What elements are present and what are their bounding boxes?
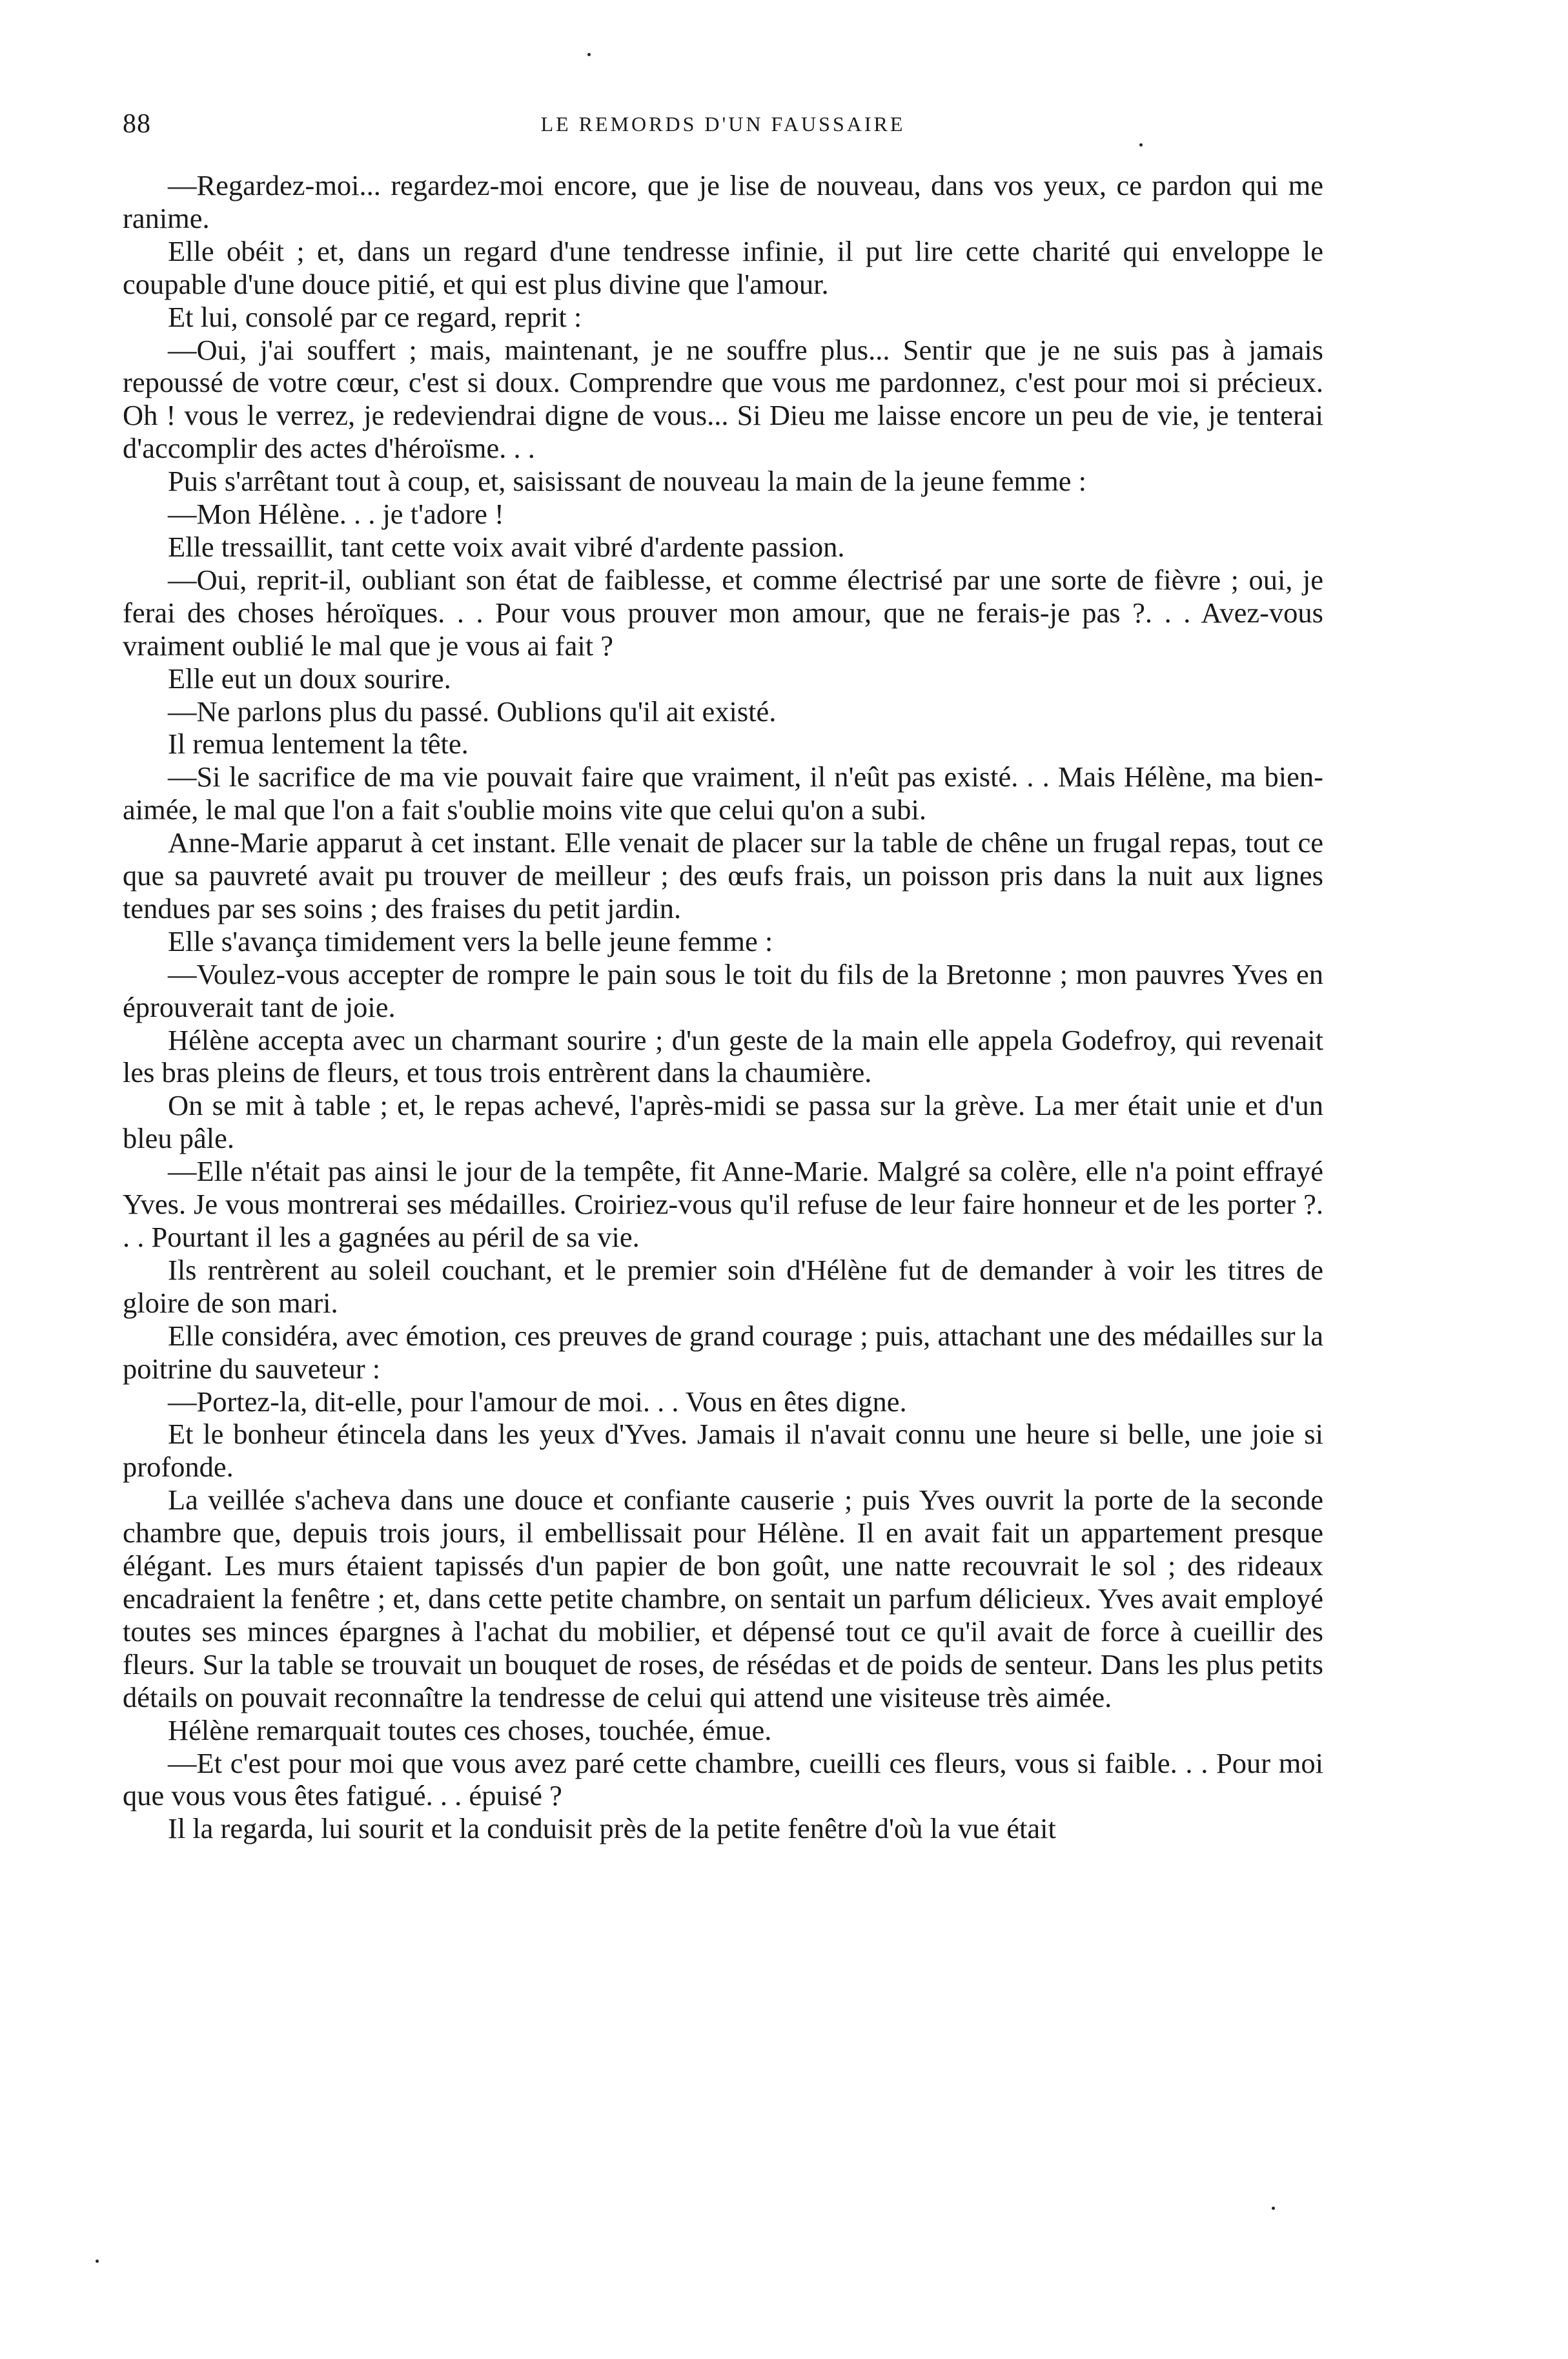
- paragraph: —Portez-la, dit-elle, pour l'amour de moi. . . Vous en êtes digne.: [168, 1385, 907, 1418]
- paragraph: —Ne parlons plus du passé. Oublions qu'il ait existé.: [168, 695, 777, 728]
- paragraph: Hélène accepta avec un charmant sourire ; d'un geste de la main elle appela Godefroy, qui revenait les bras pleins de fleurs, et tous trois entrèrent dans la chaumière.: [123, 1023, 1323, 1089]
- paragraph: Elle considéra, avec émotion, ces preuves de grand courage ; puis, attachant une des médailles sur la poitrine du sauveteur :: [123, 1319, 1323, 1385]
- paragraph: Elle s'avança timidement vers la belle jeune femme :: [168, 924, 773, 957]
- page-number: 88: [123, 109, 151, 139]
- paragraph: —Regardez-moi... regardez-moi encore, que je lise de nouveau, dans vos yeux, ce pardon qui me ranime.: [123, 169, 1323, 234]
- paragraph: —Et c'est pour moi que vous avez paré cette chambre, cueilli ces fleurs, vous si faible. . . Pour moi que vous vous êtes fatigué. . . épuisé ?: [123, 1746, 1323, 1812]
- paragraph: —Voulez-vous accepter de rompre le pain sous le toit du fils de la Bretonne ; mon pauvres Yves en éprouverait tant de joie.: [123, 957, 1323, 1023]
- scan-speck: [587, 53, 591, 56]
- scan-speck: [1272, 2207, 1275, 2210]
- paragraph: Elle tressaillit, tant cette voix avait vibré d'ardente passion.: [168, 530, 845, 563]
- body-text: [123, 169, 1323, 1845]
- paragraph: Il remua lentement la tête.: [168, 728, 469, 761]
- page-header: [123, 108, 1323, 147]
- paragraph: Et lui, consolé par ce regard, reprit :: [168, 300, 582, 333]
- paragraph: —Si le sacrifice de ma vie pouvait faire que vraiment, il n'eût pas existé. . . Mais Hélène, ma bien-aimée, le mal que l'on a fait s'oublie moins vite que celui qu'on a subi.: [123, 761, 1323, 826]
- paragraph: —Mon Hélène. . . je t'adore !: [168, 498, 504, 531]
- paragraph: On se mit à table ; et, le repas achevé, l'après-midi se passa sur la grève. La mer était unie et d'un bleu pâle.: [123, 1089, 1323, 1155]
- paragraph: Puis s'arrêtant tout à coup, et, saisissant de nouveau la main de la jeune femme :: [168, 465, 1086, 498]
- paragraph: Et le bonheur étincela dans les yeux d'Yves. Jamais il n'avait connu une heure si belle, une joie si profonde.: [123, 1418, 1323, 1484]
- paragraph: Il la regarda, lui sourit et la conduisit près de la petite fenêtre d'où la vue était: [168, 1812, 1056, 1845]
- paragraph: La veillée s'acheva dans une douce et confiante causerie ; puis Yves ouvrit la porte de la seconde chambre que, depuis trois jours, il embellissait pour Hélène. Il en avait fait un appartement presque élégant. Les murs étaient tapissés d'un papier de bon goût, une natte recouvrait le sol ; des rideaux encadraient la fenêtre ; et, dans cette petite chambre, on sentait un parfum délicieux. Yves avait employé toutes ses minces épargnes à l'achat du mobilier, et dépensé tout ce qu'il avait de force à cueillir des fleurs. Sur la table se trouvait un bouquet de roses, de résédas et de poids de senteur. Dans les plus petits détails on pouvait reconnaître la tendresse de celui qui attend une visiteuse très aimée.: [123, 1484, 1323, 1713]
- paragraph: —Oui, reprit-il, oubliant son état de faiblesse, et comme électrisé par une sorte de fièvre ; oui, je ferai des choses héroïques. . . Pour vous prouver mon amour, que ne ferais-je pas ?. . . Avez-vous vraiment oublié le mal que je vous ai fait ?: [123, 563, 1323, 662]
- paragraph: Elle obéit ; et, dans un regard d'une tendresse infinie, il put lire cette charité qui enveloppe le coupable d'une douce pitié, et qui est plus divine que l'amour.: [123, 234, 1323, 300]
- paragraph: Elle eut un doux sourire.: [168, 662, 451, 695]
- paragraph: Anne-Marie apparut à cet instant. Elle venait de placer sur la table de chêne un frugal repas, tout ce que sa pauvreté avait pu trouver de meilleur ; des œufs frais, un poisson pris dans la nuit aux lignes tendues par ses soins ; des fraises du petit jardin.: [123, 826, 1323, 924]
- scan-speck: [1139, 143, 1143, 147]
- paragraph: Ils rentrèrent au soleil couchant, et le premier soin d'Hélène fut de demander à voir les titres de gloire de son mari.: [123, 1253, 1323, 1319]
- paragraph: —Elle n'était pas ainsi le jour de la tempête, fit Anne-Marie. Malgré sa colère, elle n'a point effrayé Yves. Je vous montrerai ses médailles. Croiriez-vous qu'il refuse de leur faire honneur et de les porter ?. . . Pourtant il les a gagnées au péril de sa vie.: [123, 1155, 1323, 1253]
- paragraph: Hélène remarquait toutes ces choses, touchée, émue.: [168, 1713, 772, 1746]
- paragraph: —Oui, j'ai souffert ; mais, maintenant, je ne souffre plus... Sentir que je ne suis pas à jamais repoussé de votre cœur, c'est si doux. Comprendre que vous me pardonnez, c'est pour moi si précieux. Oh ! vous le verrez, je redeviendrai digne de vous... Si Dieu me laisse encore un peu de vie, je tenterai d'accomplir des actes d'héroïsme. . .: [123, 333, 1323, 465]
- scan-speck: [96, 2260, 99, 2263]
- running-title: LE REMORDS D'UN FAUSSAIRE: [540, 112, 906, 136]
